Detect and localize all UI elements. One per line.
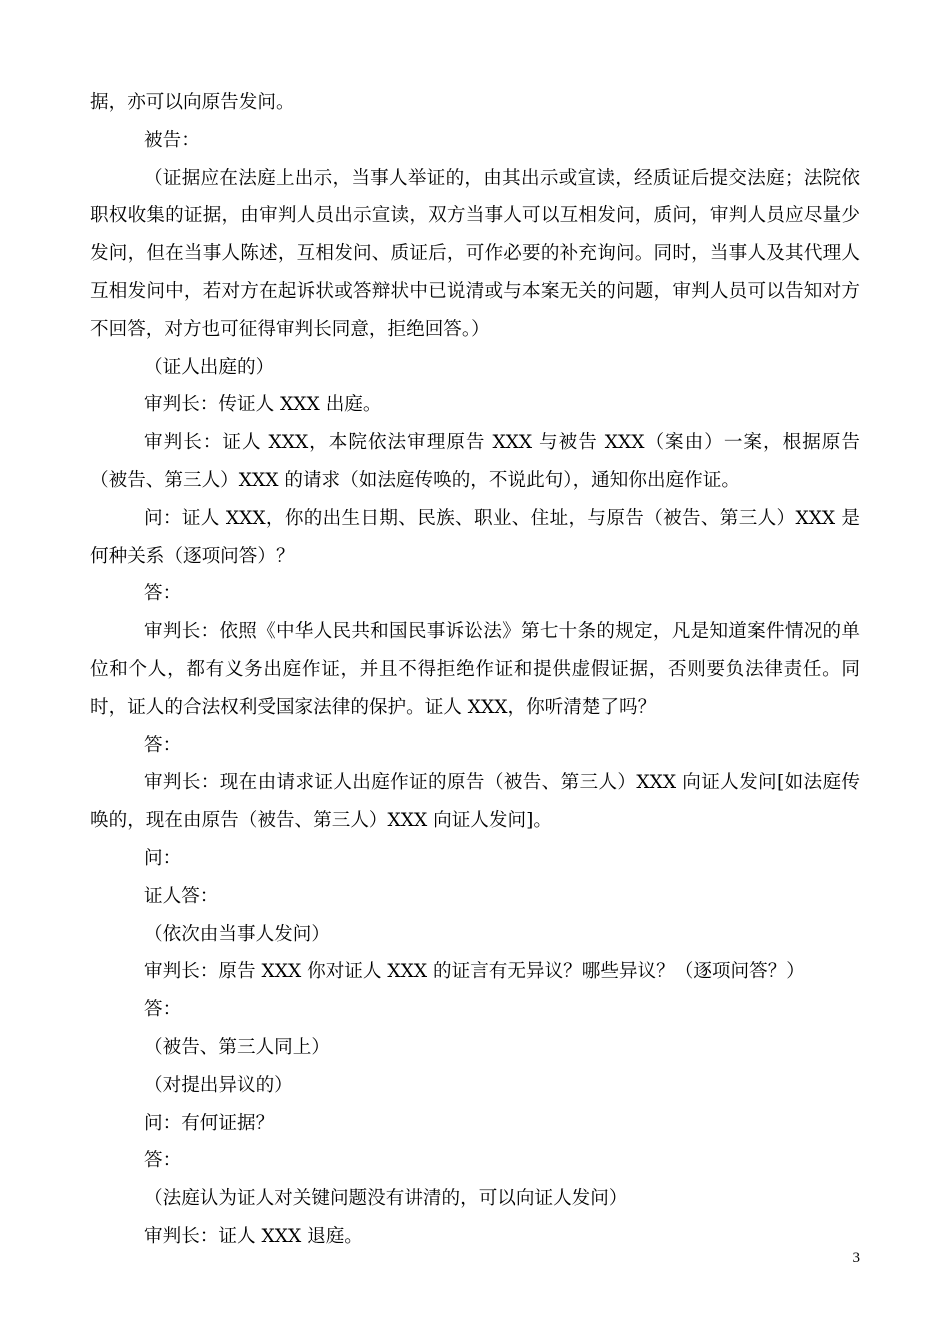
paragraph: （证人出庭的）: [144, 356, 275, 378]
paragraph: 被告：: [144, 129, 200, 151]
paragraph: （对提出异议的）: [144, 1074, 293, 1096]
document-page: [90, 84, 860, 1256]
paragraph: 问：证人 XXX，你的出生日期、民族、职业、住址，与原告（被告、第三人）XXX 是何种关系（逐项问答）？: [90, 507, 860, 567]
paragraph: 审判长：原告 XXX 你对证人 XXX 的证言有无异议？哪些异议？（逐项问答？）: [144, 961, 805, 983]
paragraph: 证人答：: [144, 885, 219, 907]
paragraph: 据，亦可以向原告发问。: [90, 92, 295, 113]
paragraph: 答：: [144, 999, 182, 1021]
paragraph: 审判长：依照《中华人民共和国民事诉讼法》第七十条的规定，凡是知道案件情况的单位和个人，都有义务出庭作证，并且不得拒绝作证和提供虚假证据，否则要负法律责任。同时，证人的合法权利受国家法律的保护。证人 XXX，你听清楚了吗？: [90, 621, 860, 718]
paragraph: 答：: [144, 583, 182, 605]
paragraph: 答：: [144, 1150, 182, 1172]
paragraph: 答：: [144, 734, 182, 756]
paragraph: 审判长：证人 XXX 退庭。: [144, 1225, 363, 1247]
paragraph: 审判长：传证人 XXX 出庭。: [144, 394, 382, 416]
paragraph: 审判长：证人 XXX，本院依法审理原告 XXX 与被告 XXX（案由）一案，根据原告（被告、第三人）XXX 的请求（如法庭传唤的，不说此句），通知你出庭作证。: [90, 432, 860, 491]
paragraph: 审判长：现在由请求证人出庭作证的原告（被告、第三人）XXX 向证人发问[如法庭传唤的，现在由原告（被告、第三人）XXX 向证人发问]。: [90, 772, 860, 832]
paragraph: （被告、第三人同上）: [144, 1036, 330, 1058]
paragraph: 问：有何证据？: [144, 1112, 275, 1134]
page-number: 3: [852, 1250, 860, 1266]
paragraph: （法庭认为证人对关键问题没有讲清的，可以向证人发问）: [144, 1188, 628, 1210]
paragraph: （依次由当事人发问）: [144, 923, 330, 945]
paragraph: （证据应在法庭上出示，当事人举证的，由其出示或宣读，经质证后提交法庭；法院依职权收集的证据，由审判人员出示宣读，双方当事人可以互相发问，质问，审判人员应尽量少发问，但在当事人陈述，互相发问、质证后，可作必要的补充询问。同时，当事人及其代理人互相发问中，若对方在起诉状或答辩状中已说清或与本案无关的问题，审判人员可以告知对方不回答，对方也可征得审判长同意，拒绝回答。）: [90, 167, 860, 340]
paragraph: 问：: [144, 847, 182, 869]
